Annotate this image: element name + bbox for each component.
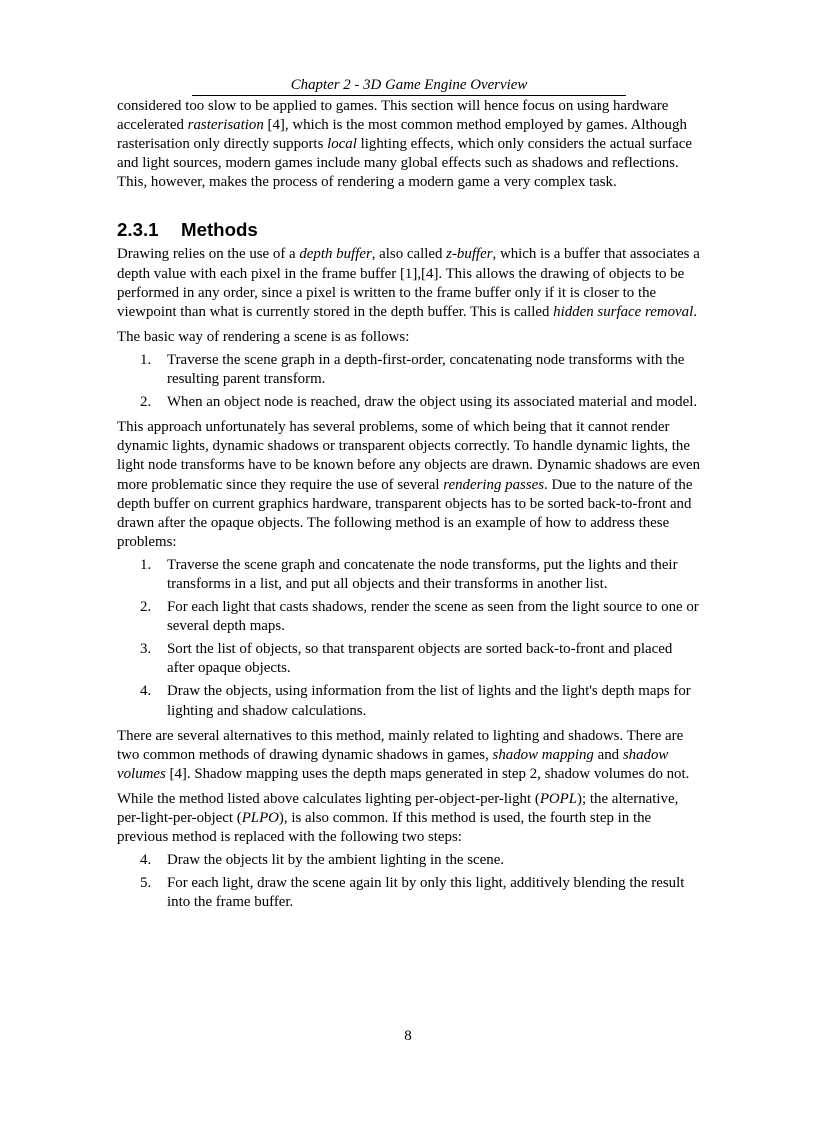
- italic-run: local: [327, 136, 357, 153]
- italic-run: POPL: [539, 790, 578, 807]
- list-number: 2.: [140, 394, 152, 411]
- italic-run: z-buffer: [446, 246, 493, 263]
- italic-run: shadow volumes: [117, 746, 669, 782]
- list-item: [117, 556, 703, 594]
- list-number: 4.: [140, 852, 152, 869]
- text-run: There are several alternatives to this method, mainly related to lighting and shadows. There are two common methods of drawing dynamic shadows in games,: [117, 727, 684, 763]
- italic-run: depth buffer: [299, 246, 372, 263]
- paragraph-intro: [117, 97, 703, 192]
- running-header: Chapter 2 - 3D Game Engine Overview: [290, 77, 528, 93]
- text-run: [4]. Shadow mapping uses the depth maps generated in step 2, shadow volumes do not.: [165, 765, 690, 782]
- text-run: considered too slow to be applied to games. This section will hence focus on using hardware accelerated: [117, 98, 669, 134]
- text-run: [4], which is the most common method employed by games. Although rasterisation only directly supports: [117, 117, 687, 153]
- list-item: [117, 851, 703, 870]
- header-rule: [192, 95, 626, 96]
- paragraph-basic-way: [117, 328, 703, 347]
- paragraph-problems: [117, 418, 703, 552]
- list-text: Draw the objects, using information from the list of lights and the light's depth maps for lighting and shadow calculations.: [167, 683, 691, 719]
- list-text: Traverse the scene graph in a depth-first-order, concatenating node transforms with the resulting parent transform.: [167, 351, 685, 388]
- text-run: While the method listed above calculates lighting per-object-per-light (: [117, 790, 540, 807]
- text-run: Drawing relies on the use of a: [117, 246, 300, 263]
- list-text: Draw the objects lit by the ambient lighting in the scene.: [167, 852, 505, 869]
- text-run: .: [693, 303, 697, 320]
- italic-run: rendering passes: [443, 476, 545, 493]
- list-item: [117, 682, 703, 720]
- text-run: and: [593, 746, 623, 763]
- text-run: The basic way of rendering a scene is as follows:: [117, 328, 410, 345]
- list-text: Traverse the scene graph and concatenate the node transforms, put the lights and their transforms in a list, and put all objects and their transforms in another list.: [167, 556, 678, 592]
- list-text: When an object node is reached, draw the object using its associated material and model.: [167, 394, 698, 411]
- section-number: 2.3.1: [117, 219, 159, 241]
- list-item: [117, 598, 703, 636]
- list-number: 1.: [140, 351, 152, 368]
- list-number: 2.: [140, 599, 152, 616]
- text-run: This approach unfortunately has several problems, some of which being that it cannot render dynamic lights, dynamic shadows or transparent objects correctly. To handle dynamic lights, the light node transforms have to be known before any objects are drawn. Dynamic shadows are even more problematic since they require the use of several: [117, 419, 701, 493]
- section-title: Methods: [181, 219, 258, 241]
- italic-run: shadow mapping: [492, 746, 594, 763]
- list-text: For each light, draw the scene again lit by only this light, additively blending the result into the frame buffer.: [167, 875, 685, 911]
- list-text: For each light that casts shadows, render the scene as seen from the light source to one or several depth maps.: [167, 599, 699, 635]
- italic-run: rasterisation: [187, 117, 264, 134]
- italic-run: PLPO: [241, 810, 279, 826]
- section-heading: [117, 219, 703, 241]
- list-text: Sort the list of objects, so that transparent objects are sorted back-to-front and placed after opaque objects.: [167, 641, 673, 677]
- list-item: [117, 874, 703, 912]
- text-run: ); the alternative, per-light-per-object (: [117, 790, 679, 826]
- page-number: 8: [404, 1028, 412, 1044]
- list-number: 3.: [140, 641, 152, 658]
- text-run: ), is also common. If this method is used, the fourth step in the previous method is replaced with the following two steps:: [117, 810, 652, 846]
- paragraph-depth-buffer: [117, 245, 703, 321]
- improved-steps-list: [117, 556, 703, 721]
- plpo-steps-list: [117, 851, 703, 912]
- list-number: 4.: [140, 683, 152, 700]
- text-run: . Due to the nature of the depth buffer on current graphics hardware, transparent objects has to be sorted back-to-front and drawn after the opaque objects. The following method is an example of how to address these problems:: [117, 476, 693, 550]
- page-body: [117, 97, 703, 912]
- list-item: [117, 351, 703, 389]
- list-number: 1.: [140, 556, 152, 573]
- list-number: 5.: [140, 875, 152, 892]
- text-run: , also called: [371, 246, 447, 263]
- basic-steps-list: [117, 351, 703, 412]
- text-run: lighting effects, which only considers the actual surface and light sources, modern games include many global effects such as shadows and reflections. This, however, makes the process of rendering a modern game a very complex task.: [117, 136, 692, 191]
- list-item: [117, 393, 703, 412]
- list-item: [117, 640, 703, 678]
- italic-run: hidden surface removal: [553, 303, 694, 320]
- text-run: , which is a buffer that associates a depth value with each pixel in the frame buffer [1],[4]. This allows the drawing of objects to be performed in any order, since a pixel is written to the frame buffer only if it is closer to the viewpoint than what is currently stored in the depth buffer. This is called: [117, 246, 700, 320]
- paragraph-alternatives: [117, 727, 703, 784]
- paragraph-popl-plpo: [117, 790, 703, 847]
